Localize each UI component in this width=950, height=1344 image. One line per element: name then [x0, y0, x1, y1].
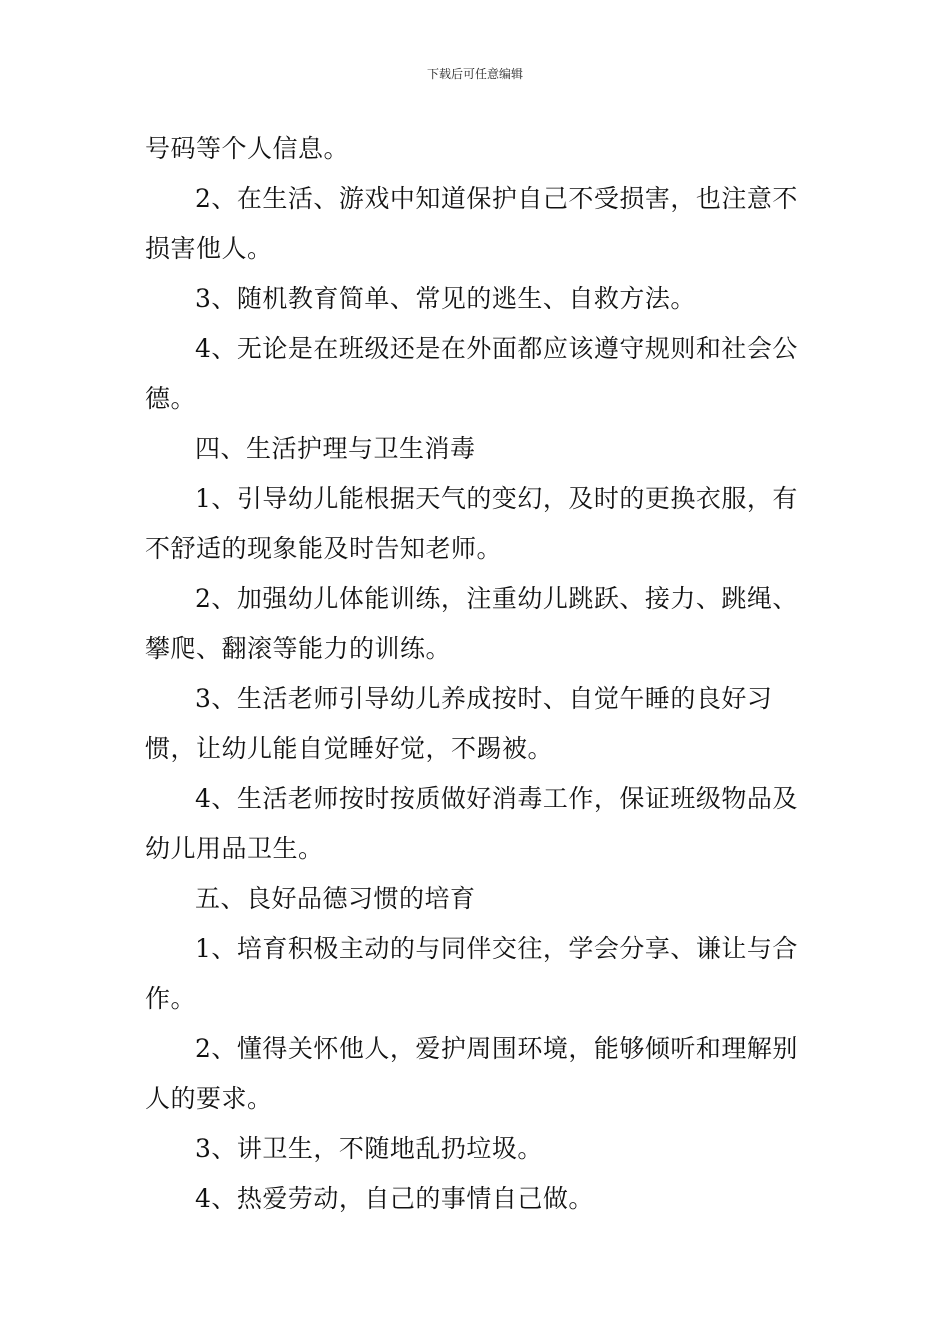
paragraph-3: 3、随机教育简单、常见的逃生、自救方法。 [195, 284, 696, 313]
paragraph-13: 3、讲卫生，不随地乱扔垃圾。 [195, 1134, 543, 1163]
paragraph-11: 1、培育积极主动的与同伴交往，学会分享、谦让与合作。 [145, 934, 798, 1013]
paragraph-1: 号码等个人信息。 [145, 134, 350, 163]
paragraph-4: 4、无论是在班级还是在外面都应该遵守规则和社会公德。 [145, 334, 798, 413]
header-note: 下载后可任意编辑 [426, 67, 523, 81]
paragraph-14: 4、热爱劳动，自己的事情自己做。 [195, 1184, 594, 1213]
paragraph-12: 2、懂得关怀他人，爱护周围环境，能够倾听和理解别人的要求。 [145, 1034, 798, 1113]
paragraph-8: 3、生活老师引导幼儿养成按时、自觉午睡的良好习惯，让幼儿能自觉睡好觉，不踢被。 [145, 684, 773, 763]
paragraph-9: 4、生活老师按时按质做好消毒工作，保证班级物品及幼儿用品卫生。 [145, 784, 798, 863]
paragraph-6: 1、引导幼儿能根据天气的变幻，及时的更换衣服，有不舒适的现象能及时告知老师。 [145, 484, 798, 563]
paragraph-7: 2、加强幼儿体能训练，注重幼儿跳跃、接力、跳绳、攀爬、翻滚等能力的训练。 [145, 584, 798, 663]
document-body [145, 124, 810, 1224]
paragraph-2: 2、在生活、游戏中知道保护自己不受损害，也注意不损害他人。 [145, 184, 798, 263]
section-heading-5: 五、良好品德习惯的培育 [195, 884, 476, 913]
section-heading-4: 四、生活护理与卫生消毒 [195, 434, 476, 463]
